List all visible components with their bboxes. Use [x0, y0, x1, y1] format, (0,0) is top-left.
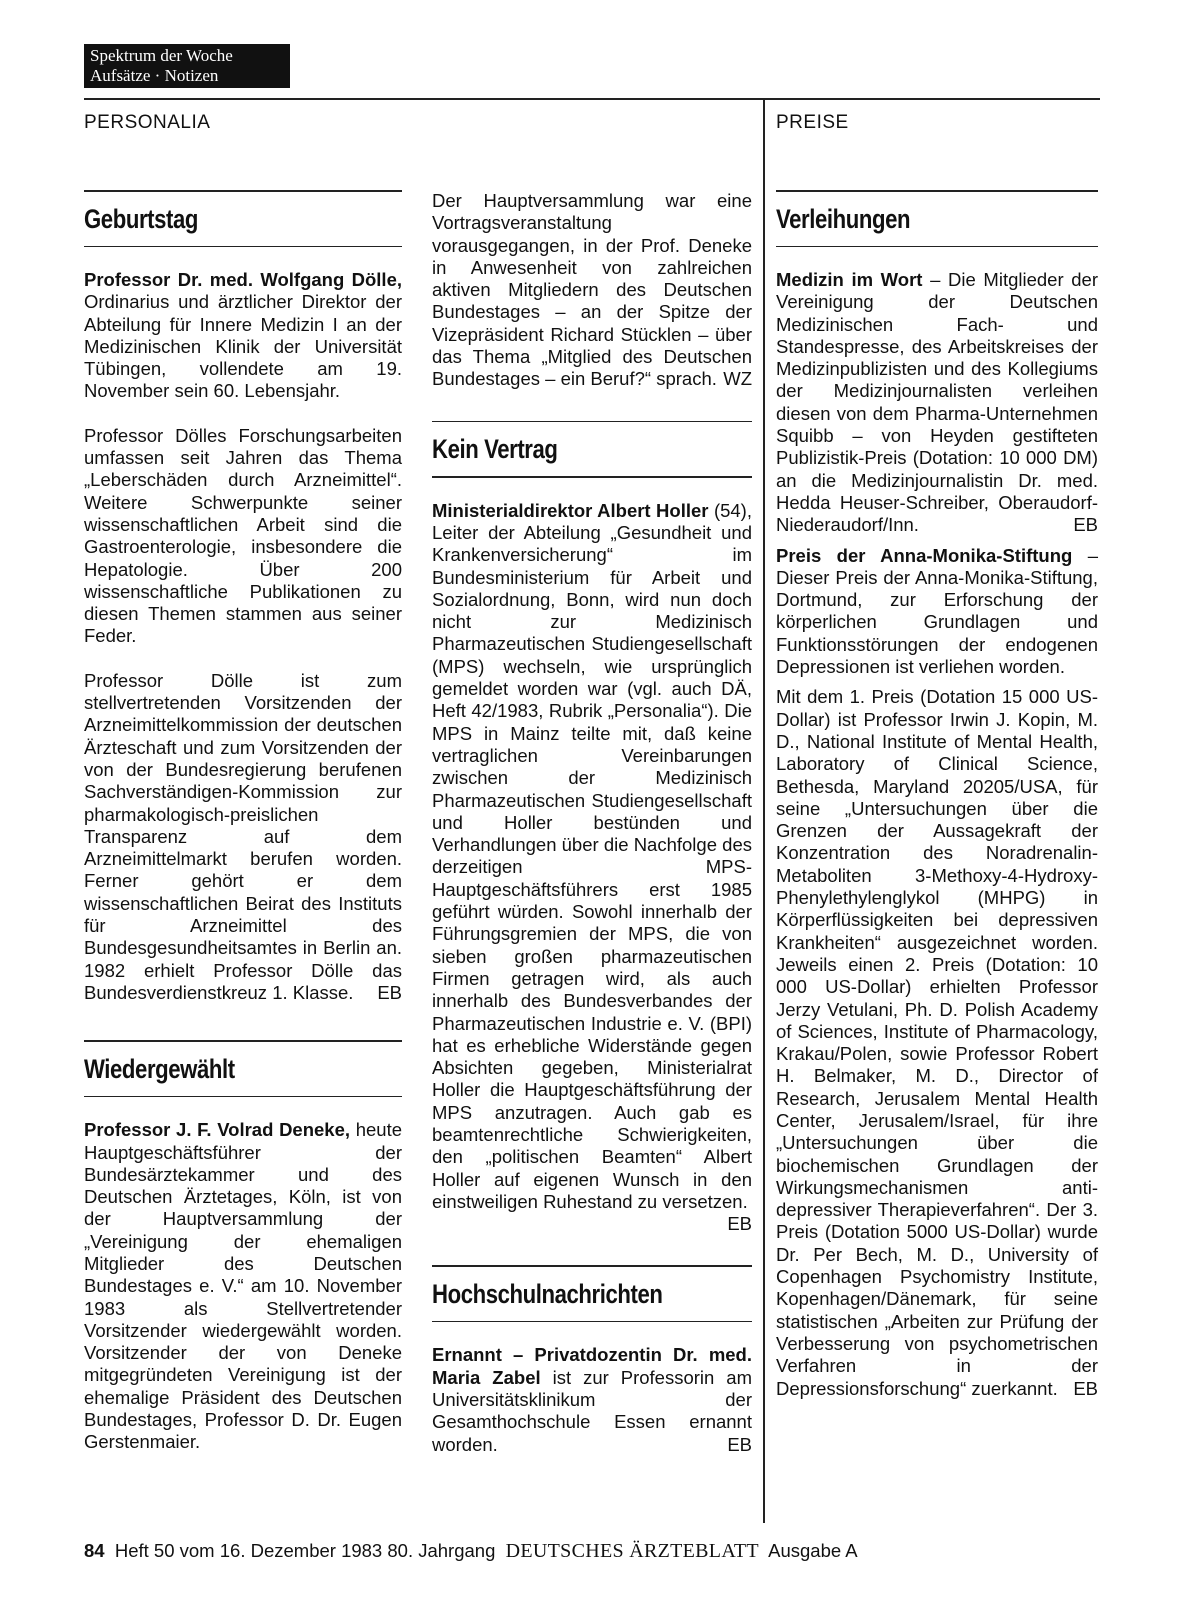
rubric-line-1: Spektrum der Woche [90, 46, 233, 65]
top-rule [84, 98, 1100, 100]
column-3 [776, 190, 1098, 1400]
heading-rule [432, 421, 752, 423]
article-paragraph: Ministerialdirektor Albert Holler (54), Leiter der Abteilung „Gesundheit und Krankenversicherung“ im Bundesministerium für Arbeit und Sozialordnung, Bonn, wird nun doch nicht zur Medizinisch Pharmazeutischen Studiengesellschaft (MPS) wechseln, wie ursprünglich gemeldet worden war (vgl. auch DÄ, Heft 42/1983, Rubrik „Personalia“). Die MPS in Mainz teilte mit, daß keine vertraglichen Vereinbarungen zwischen der Medizinisch Pharmazeutischen Studiengesellschaft und Holler bestünden und Verhandlungen über die Nachfolge des derzeitigen MPS-Hauptgeschäftsführers erst 1985 geführt würden. Sowohl innerhalb der Führungsgremien der MPS, die von sieben großen pharmazeutischen Firmen getragen wird, als auch innerhalb des Bundesverbandes der Pharmazeutischen Industrie e. V. (BPI) hat es erhebliche Widerstände gegen Absichten gegeben, Ministerialrat Holler die Hauptgeschäftsführung der MPS anzutragen. Auch gab es beamtenrechtliche Schwierigkeiten, den „politischen Beamten“ Albert Holler auf eigenen Wunsch in den einstweiligen Ruhestand zu versetzen. EB [432, 499, 752, 1235]
article-paragraph: Professor Dr. med. Wolfgang Dölle, Ordinarius und ärztlicher Direktor der Abteilung für Innere Medizin I an der Medizinischen Klinik der Universität Tübingen, vollendete am 19. November sein 60. Lebensjahr. [84, 269, 402, 402]
author-initials: EB [727, 1213, 752, 1235]
heading-hochschulnachrichten: Hochschulnachrichten [432, 1278, 663, 1309]
issue-info: Heft 50 vom 16. Dezember 1983 80. Jahrgang [114, 1540, 496, 1561]
lead-name: Preis der Anna-Monika-Stiftung [776, 544, 1073, 566]
magazine-name: DEUTSCHES ÄRZTEBLATT [505, 1540, 759, 1562]
article-paragraph: Preis der Anna-Monika-Stiftung – Dieser Preis der Anna-Monika-Stiftung, Dortmund, zur Erforschung der körperlichen Grundlagen und Funktionsstörungen der endogenen Depressionen ist verliehen worden. [776, 544, 1098, 678]
page-number: 84 [84, 1540, 105, 1561]
lead-name: Professor J. F. Volrad Deneke, [84, 1119, 351, 1141]
author-initials: WZ [723, 368, 752, 390]
rubric-line-2: Aufsätze · Notizen [90, 66, 219, 85]
lead-name: Ministerialdirektor Albert Holler [432, 499, 709, 521]
lead-name: Professor Dr. med. Wolfgang Dölle, [84, 269, 402, 290]
article-paragraph: Medizin im Wort – Die Mitglieder der Vereinigung der Deutschen Medizinischen Fach- und Standespresse, des Arbeitskreises der Medizinpublizisten und des Kollegiums der Medizinjournalisten verleihen diesen von dem Pharma-Unternehmen Squibb – von Heyden gestifteten Publizistik-Preis (Dotation: 10 000 DM) an die Medizinjournalistin Dr. med. Hedda Heuser-Schreiber, Oberaudorf-Niederaudorf/Inn. EB [776, 269, 1098, 536]
column-1 [84, 190, 402, 1454]
lead-name: Medizin im Wort [776, 269, 923, 290]
heading-rule [84, 190, 402, 192]
column-2 [432, 190, 752, 1456]
column-divider [763, 98, 765, 1523]
edition: Ausgabe A [768, 1540, 858, 1561]
author-initials: EB [1073, 514, 1098, 536]
article-paragraph: Mit dem 1. Preis (Dotation 15 000 US-Dollar) ist Professor Irwin J. Kopin, M. D., National Institute of Mental Health, Laboratory of Clinical Science, Bethesda, Maryland 20205/USA, für seine „Untersuchungen über die Grenzen der Aussagekraft der Konzentration des Noradrenalin-Metaboliten 3-Methoxy-4-Hydroxy-Phenylethylenglykol (MHPG) in Körperflüssigkeiten bei depressiven Krankheiten“ ausgezeichnet worden. Jeweils einen 2. Preis (Dotation: 10 000 US-Dollar) erhielten Professor Jerzy Vetulani, Ph. D. Polish Academy of Sciences, Institute of Pharmacology, Krakau/Polen, sowie Professor Robert H. Belmaker, M. D., Director of Research, Jerusalem Mental Health Center, Jerusalem/Israel, für ihre „Untersuchungen über die biochemischen Grundlagen der Wirkungsmechanismen anti-depressiver Therapieverfahren“. Der 3. Preis (Dotation 5000 US-Dollar) wurde Dr. Per Bech, M. D., University of Copenhagen Psychomistry Institute, Kopenhagen/Dänemark, für seine statistischen „Arbeiten zur Prüfung der Verbesserung von psychometrischen Verfahren in der Depressionsforschung“ zuerkannt. EB [776, 686, 1098, 1399]
author-initials: EB [727, 1433, 752, 1455]
heading-wiedergewaehlt: Wiedergewählt [84, 1053, 235, 1084]
heading-kein-vertrag: Kein Vertrag [432, 434, 558, 465]
author-initials: EB [1073, 1377, 1098, 1399]
article-paragraph: Ernannt – Privatdozentin Dr. med. Maria Zabel ist zur Professorin am Universitätsklinikum der Gesamthochschule Essen ernannt worden. EB [432, 1344, 752, 1455]
article-paragraph: Professor J. F. Volrad Deneke, heute Hauptgeschäftsführer der Bundesärztekammer und des Deutschen Ärztetages, Köln, ist von der Hauptversammlung der „Vereinigung der ehemaligen Mitglieder des Deutschen Bundestages e. V.“ am 10. November 1983 als Stellvertretender Vorsitzender wiedergewählt worden. Vorsitzender der von Deneke mitgegründeten Vereinigung ist der ehemalige Präsident des Deutschen Bundestages, Professor D. Dr. Eugen Gerstenmaier. [84, 1119, 402, 1453]
article-paragraph: Professor Dölle ist zum stellvertretenden Vorsitzenden der Arzneimittelkommission der deutschen Ärzteschaft und zum Vorsitzenden der von der Bundesregierung berufenen Sachverständigen-Kommission zur pharmakologisch-preislichen Transparenz auf dem Arzneimittelmarkt berufen worden. Ferner gehört er dem wissenschaftlichen Beirat des Instituts für Arzneimittel des Bundesgesundheitsamtes in Berlin an. 1982 erhielt Professor Dölle das Bundesverdienstkreuz 1. Klasse. EB [84, 669, 402, 1003]
lead-name: Ernannt – Privatdozentin Dr. med. Maria Zabel [432, 1344, 752, 1388]
rubric-box [84, 44, 290, 88]
article-paragraph: Professor Dölles Forschungsarbeiten umfassen seit Jahren das Thema „Leberschäden durch Arzneimittel“. Weitere Schwerpunkte seiner wissenschaftlichen Arbeit sind die Gastroenterologie, insbesondere die Hepatologie. Über 200 wissenschaftliche Publikationen zu diesen Themen stammen aus seiner Feder. [84, 424, 402, 647]
heading-geburtstag: Geburtstag [84, 203, 199, 234]
heading-rule [432, 1265, 752, 1267]
heading-rule [84, 1040, 402, 1042]
section-label-personalia: PERSONALIA [84, 112, 211, 133]
heading-verleihungen: Verleihungen [776, 203, 911, 234]
section-label-preise: PREISE [776, 112, 849, 133]
article-paragraph: Der Hauptversammlung war eine Vortragsveranstaltung vorausgegangen, in der Prof. Deneke in Anwesenheit von zahlreichen aktiven Mitgliedern des Deutschen Bundestages – an der Spitze der Vizepräsident Richard Stücklen – über das Thema „Mitglied des Deutschen Bundestages – ein Beruf?“ sprach. WZ [432, 190, 752, 390]
page-footer [84, 1540, 858, 1563]
heading-rule [776, 190, 1098, 192]
author-initials: EB [377, 981, 402, 1003]
